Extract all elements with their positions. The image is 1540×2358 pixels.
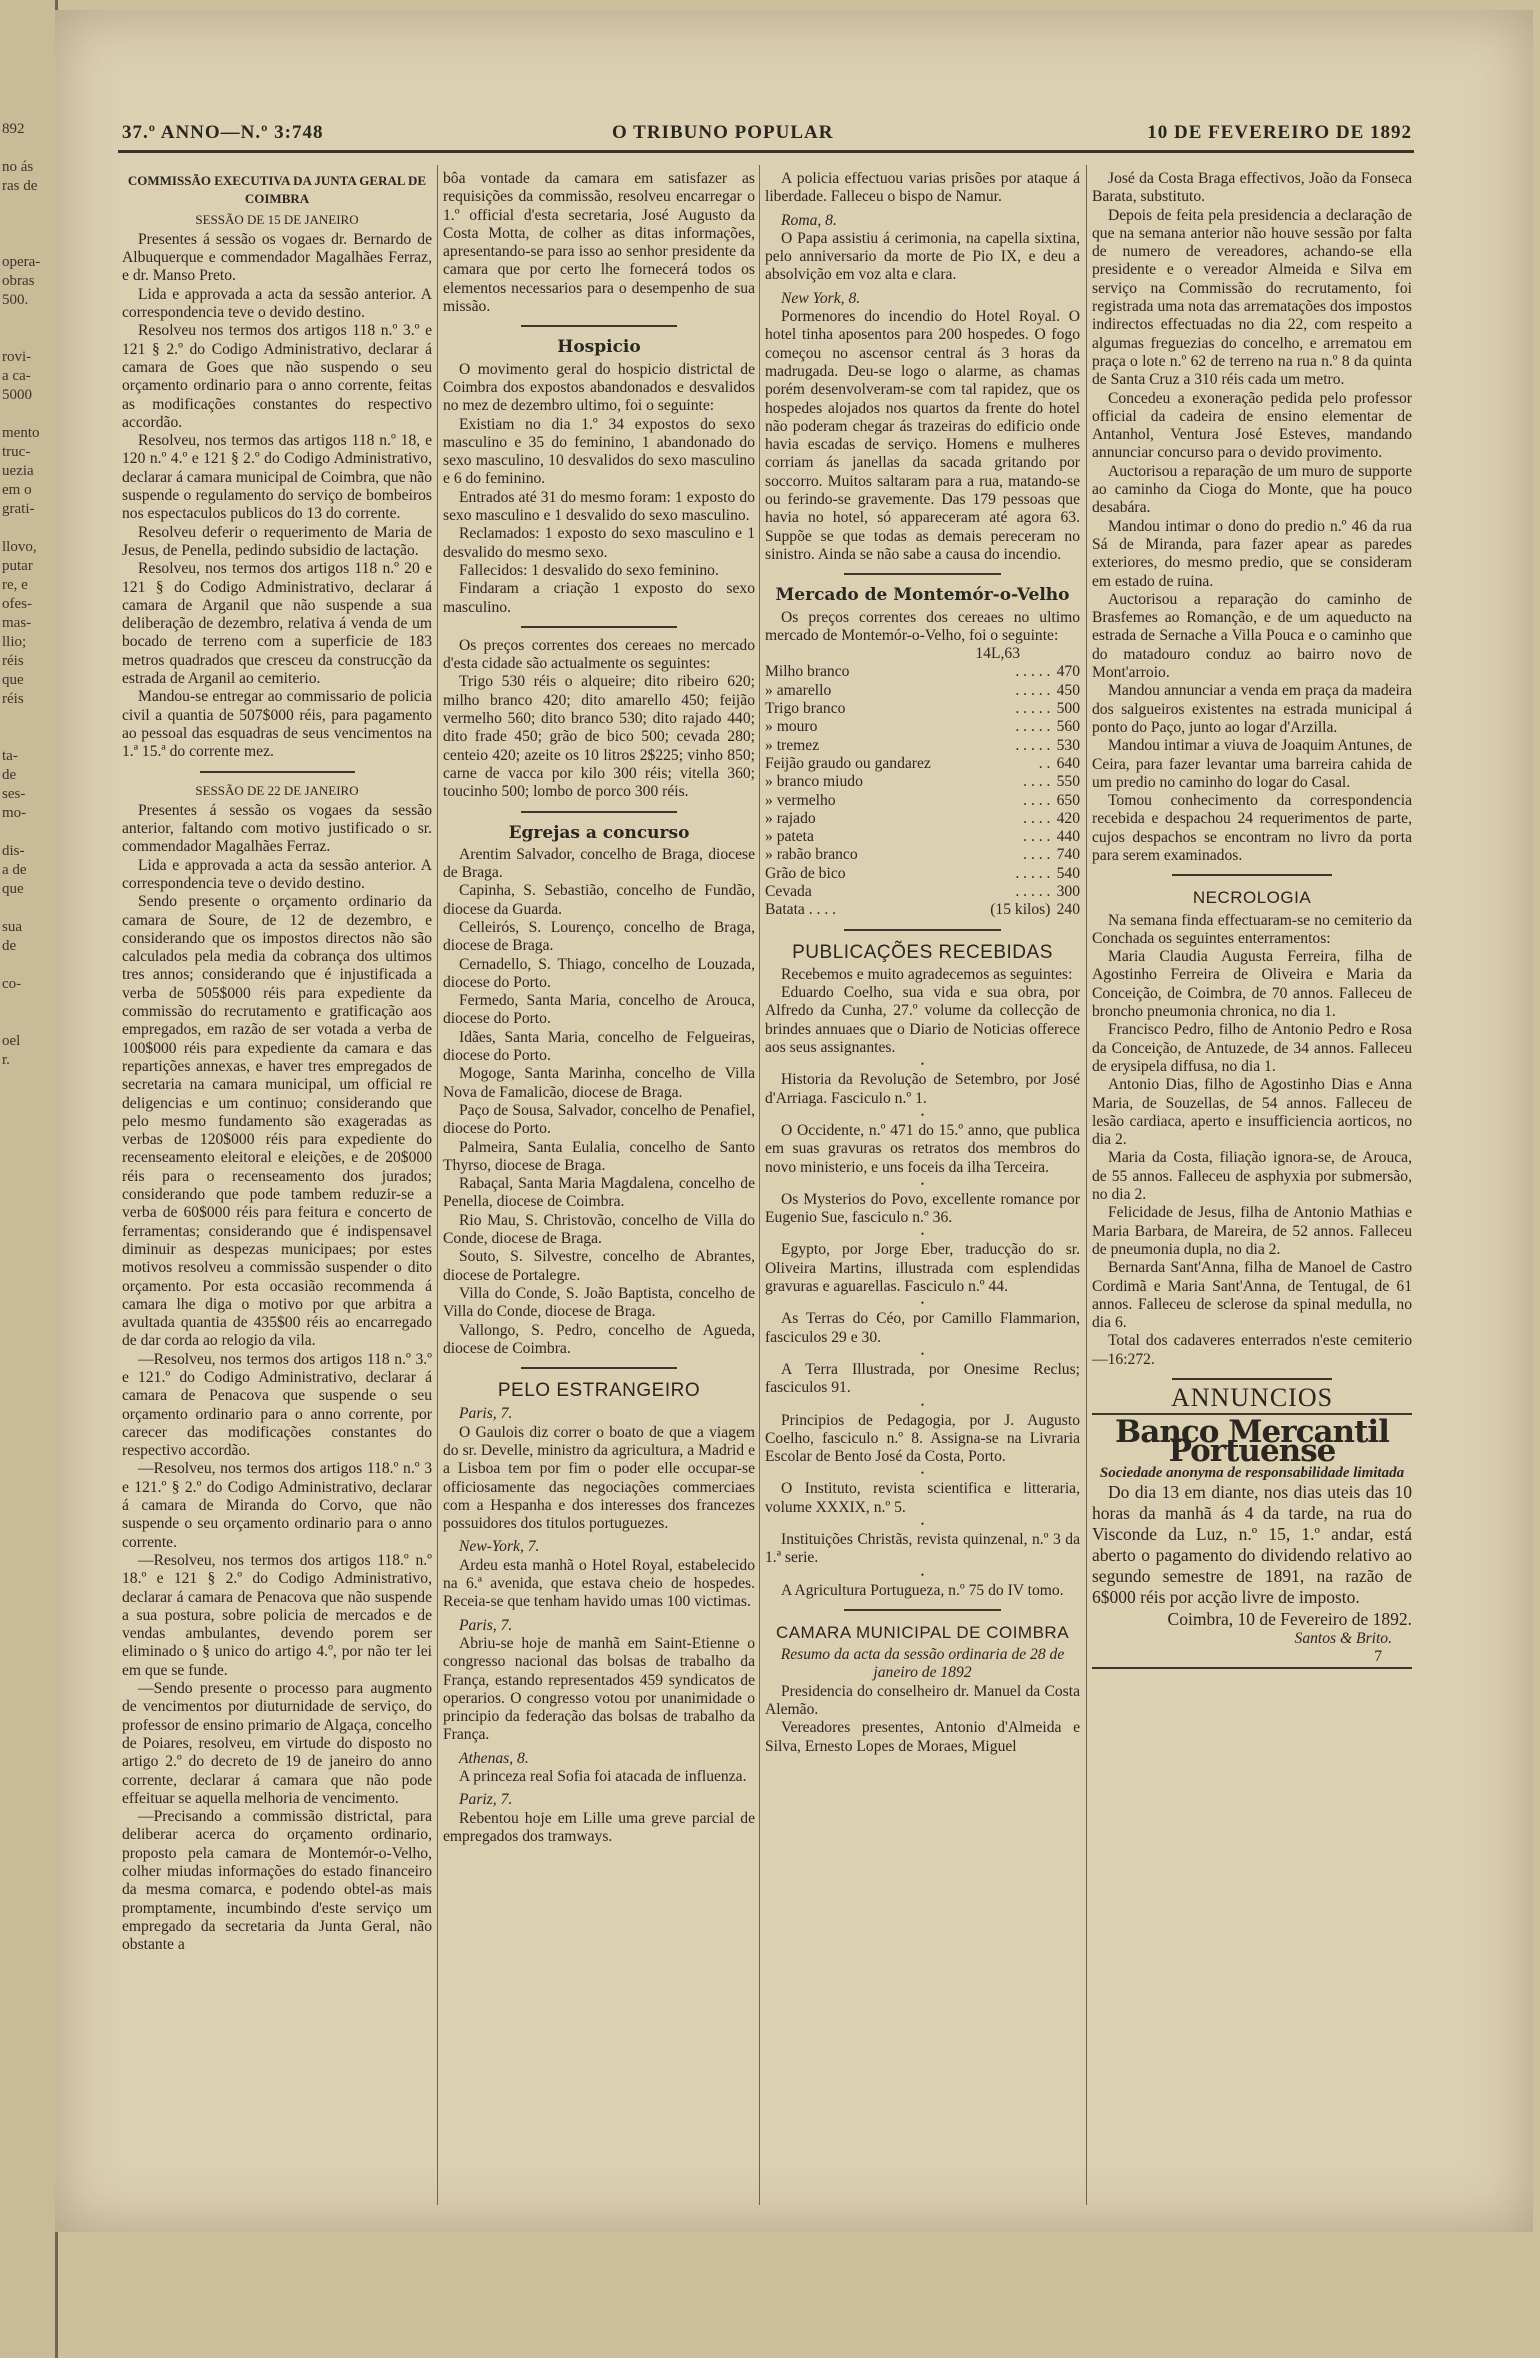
paragraph: Depois de feita pela presidencia a declaração de que na semana anterior não houve sessão por falta de numero de vereadores, achando-se ella presidente e o vereador Almeida e Silva em serviço na Commissão do recrutamento, foi registrada uma nota das arrematações dos impostos indirectos effectuadas no dia 22, com respeito a algumas freguezias do concelho, e arrematou em praça o lote n.º 62 de terreno na rua n.º 8 da quinta de Santa Cruz a 310 réis cada um metro. [1092, 206, 1412, 389]
price-dots: . . . . [1023, 809, 1051, 827]
heading-mercado: Mercado de Montemór-o-Velho [775, 585, 1070, 606]
paragraph: Auctorisou a reparação do caminho de Brasfemes ao Romanção, e de um aqueducto na estrada de Sernache a Villa Pouca e o caminho que do matadouro conduz ao bairro novo de Mont'arroio. [1092, 590, 1412, 682]
strip-text [0, 196, 55, 215]
subheading: Resumo da acta da sessão ordinaria de 28 de janeiro de 1892 [780, 1646, 1065, 1682]
paragraph: Recebemos e muito agradecemos as seguintes: [781, 965, 1073, 983]
strip-text: opera- [2, 254, 41, 270]
publication-item: O Instituto, revista scientifica e litteraria, volume XXXIX, n.º 5. [765, 1480, 1080, 1516]
news-text: Pormenores do incendio do Hotel Royal. O hotel tinha aposentos para 200 hospedes. O fogo começou no ascensor central ás 3 horas da madrugada. Deu-se logo o alarme, as chamas porém desenvolveram-se com tal rapidez, que os hospedes alojados nos quartos da frente do hotel não poderam chegar ás trazeiras do edificio onde havia escadas de serviço. Homens e mulheres corriam ás janellas da sacada gritando por soccorro. Muitos saltaram para a rua, matando-se ou ferindo-se gravemente. Das 179 pessoas que havia no hotel, só appareceram até agora 63. Suppõe se que todas as demais pereceram no sinistro. Ainda se não sabe a causa do incendio. [765, 308, 1080, 563]
paragraph: —Resolveu, nos termos dos artigos 118.º n.º 18.º e 121 § 2.º do Codigo Administrativo, declarar á camara de Penacova que não suspende a sua postura, sobre policia de mercados e de vendas ambulantes, devendo porem ser eliminado o § unico do artigo 4.º, por não ter lei em que se funde. [122, 1551, 432, 1679]
news-text: O Gaulois diz correr o boato de que a viagem do sr. Develle, ministro da agricultura, a Madrid e a Lisboa tem por fim o poder elle occupar-se officiosamente das negociações commerciaes com a Hespanha e dos interesses dos francezes possuidores dos titulos portuguezes. [443, 1423, 755, 1533]
heading-annuncios: ANNUNCIOS [1170, 1383, 1334, 1412]
price-value: 240 [1056, 901, 1080, 919]
strip-text [0, 956, 55, 975]
strip-text: rovi- [2, 349, 32, 365]
heading-estrangeiro: PELO ESTRANGEIRO [497, 1380, 701, 1402]
strip-text [0, 329, 55, 348]
price-unit: 14L,63 [975, 645, 1020, 663]
publication-item: Os Mysterios do Povo, excellente romance por Eugenio Sue, fasciculo n.º 36. [765, 1190, 1080, 1227]
section-title: COMMISSÃO EXECUTIVA DA JUNTA GERAL DE COIMBRA [127, 173, 427, 207]
strip-text: sua [2, 919, 22, 935]
paragraph: Auctorisou a reparação de um muro de supporte ao caminho da Cioga do Monte, que ha pouco desabára. [1092, 462, 1412, 517]
news-dateline: Roma, 8. [781, 211, 837, 229]
paragraph: Existiam no dia 1.º 34 expostos do sexo masculino e 35 do feminino, 1 abandonado do sexo masculino, 10 desvalidos do sexo masculino e 6 do feminino. [443, 415, 755, 488]
price-row [765, 700, 1080, 718]
separator [122, 766, 432, 778]
price-value: 650 [1056, 791, 1080, 809]
paragraph: Mandou-se entregar ao commissario de policia civil a quantia de 507$000 réis, para pagamento ao pessoal das esquadras de seus vencimentos na 1.ª 15.ª do corrente mez. [122, 688, 432, 761]
price-dots: . . [1038, 754, 1051, 772]
heading-egrejas: Egrejas a concurso [508, 822, 690, 843]
paragraph: Lida e approvada a acta da sessão anterior. A correspondencia teve o devido destino. [122, 856, 432, 892]
church-item: Villa do Conde, S. João Baptista, concelho de Villa do Conde, diocese de Braga. [443, 1284, 755, 1321]
obituary-item: Bernarda Sant'Anna, filha de Manoel de Castro Cordimã e Maria Sant'Anna, de Tentugal, de 61 annos. Falleceu de sclerose da spinal medulla, no dia 6. [1092, 1259, 1412, 1332]
price-value: 470 [1056, 663, 1080, 681]
strip-text: obras [2, 273, 35, 289]
price-dots: . . . . [1023, 773, 1051, 791]
publication-item: As Terras do Céo, por Camillo Flammarion, fasciculos 29 e 30. [765, 1310, 1080, 1346]
paragraph: Os preços correntes dos cereaes no mercado d'esta cidade são actualmente os seguintes: [443, 636, 755, 673]
strip-text: que [2, 881, 24, 897]
strip-text: 500. [2, 292, 29, 308]
paragraph: Lida e approvada a acta da sessão anterior. A correspondencia teve o devido destino. [122, 285, 432, 322]
price-value: 560 [1056, 718, 1080, 736]
strip-text: que [2, 672, 24, 688]
paragraph: Mandou annunciar a venda em praça da madeira dos salgueiros existentes na estrada municipal á ponto do Paço, junto ao logar d'Arzilla. [1092, 682, 1412, 736]
news-dateline: New-York, 7. [459, 1538, 540, 1556]
session-heading: SESSÃO DE 22 DE JANEIRO [195, 782, 359, 798]
church-item: Vallongo, S. Pedro, concelho de Agueda, diocese de Coimbra. [443, 1321, 755, 1357]
heading-necrologia: NECROLOGIA [1192, 888, 1312, 908]
strip-text: truc- [2, 444, 31, 460]
obituary-item: Maria da Costa, filiação ignora-se, de Arouca, de 55 annos. Falleceu de asphyxia por submersão, no dia 2. [1092, 1149, 1412, 1204]
church-item: Celleirós, S. Lourenço, concelho de Braga, diocese de Braga. [443, 918, 755, 955]
price-table [765, 663, 1080, 919]
church-item: Capinha, S. Sebastião, concelho de Fundão, diocese da Guarda. [443, 882, 755, 918]
session-heading: SESSÃO DE 15 DE JANEIRO [195, 211, 359, 227]
column-2 [443, 170, 755, 1846]
strip-text: re, e [2, 577, 28, 593]
strip-text: mas- [2, 615, 32, 631]
church-item: Mogoge, Santa Marinha, concelho de Villa Nova de Famalicão, diocese de Braga. [443, 1065, 755, 1101]
church-item: Palmeira, Santa Eulalia, concelho de Santo Thyrso, diocese de Braga. [443, 1138, 755, 1174]
price-value: 500 [1056, 700, 1080, 718]
paragraph: Tomou conhecimento da correspondencia recebida e despachou 24 requerimentos de parte, cujos despachos se encontram no livro da porta para serem examinados. [1092, 792, 1412, 864]
paragraph: bôa vontade da camara em satisfazer as requisições da commissão, resolveu encarregar o 1.º official d'esta secretaria, José Augusto da Costa Motta, de colher as ditas informações, apresentando-se para isso ao senhor presidente da camara que por certo lhe fornecerá todos os elementos necessarios para o desempenho de sua missão. [443, 170, 755, 316]
advert-text: Do dia 13 em diante, nos dias uteis das 10 horas da manhã ás 4 da tarde, na rua do Visconde da Luz, n.º 15, 1.º andar, está aberto o pagamento do dividendo relativo ao segundo semestre de 1891, na razão de 6$000 réis por acção livre de imposto. [1092, 1482, 1412, 1608]
bullet-separator: • [920, 1399, 925, 1410]
paragraph: Findaram a criação 1 exposto do sexo masculino. [443, 580, 755, 616]
separator [765, 1604, 1080, 1616]
column-4 [1092, 170, 1412, 1675]
advert-box [1092, 1413, 1412, 1668]
paragraph: —Resolveu, nos termos dos artigos 118 n.º 3.º e 121.º do Codigo Administrativo, declarar á camara de Penacova que suspende o seu orçamento ordinario para o anno corrente, por carecer das modificações constantes do respectivo accordão. [122, 1350, 432, 1460]
publication-item: Historia da Revolução de Setembro, por José d'Arriaga. Fasciculo n.º 1. [765, 1071, 1080, 1107]
heading-publicacoes: PUBLICAÇÕES RECEBIDAS [792, 941, 1053, 963]
obituary-item: Total dos cadaveres enterrados n'este cemiterio—16:272. [1092, 1332, 1412, 1368]
price-dots: . . . . [1023, 791, 1051, 809]
price-value: 640 [1056, 754, 1080, 772]
strip-text: grati- [2, 501, 35, 517]
price-row [765, 663, 1080, 681]
paragraph: Concedeu a exoneração pedida pelo professor official da cadeira de ensino elementar de Antanhol, Ventura José Esteves, mandando annunciar concurso para o devido provimento. [1092, 389, 1412, 462]
price-item: » pateta [765, 828, 814, 846]
price-row [765, 901, 1080, 919]
price-row [765, 810, 1080, 828]
price-item: Feijão graudo ou gandarez [765, 754, 931, 772]
strip-text: ofes- [2, 596, 32, 612]
publication-item: Eduardo Coelho, sua vida e sua obra, por Alfredo da Cunha, 27.º volume da collecção de brindes annuaes que o Diario de Noticias offerece aos seus assignantes. [765, 984, 1080, 1057]
paragraph: A policia effectuou varias prisões por ataque á liberdade. Falleceu o bispo de Namur. [765, 170, 1080, 206]
adjacent-page-strip [0, 0, 58, 2358]
church-item: Fermedo, Santa Maria, concelho de Arouca, diocese do Porto. [443, 992, 755, 1028]
paragraph: Mandou intimar o dono do predio n.º 46 da rua Sá de Miranda, para fazer apear as paredes exteriores, do mesmo predio, que se consideram em estado de ruina. [1092, 517, 1412, 590]
price-item: » rabão branco [765, 846, 858, 864]
strip-text: de [2, 938, 17, 954]
news-text: Rebentou hoje em Lille uma greve parcial de empregados dos tramways. [443, 1809, 755, 1845]
price-dots: . . . . [1023, 846, 1051, 864]
masthead [122, 122, 1412, 152]
paragraph: Resolveu nos termos dos artigos 118 n.º 3.º e 121 § 2.º do Codigo Administrativo, declarar á camara de Goes que não suspendo o seu orçamento ordinario para o anno corrente, feitas as modificações constantes do respectivo accordão. [122, 322, 432, 431]
price-value: 450 [1056, 681, 1080, 699]
strip-text: mo- [2, 805, 27, 821]
church-item: Cernadello, S. Thiago, concelho de Louzada, diocese do Porto. [443, 955, 755, 991]
news-dateline: Paris, 7. [459, 1405, 513, 1423]
price-item: Grão de bico [765, 864, 846, 882]
strip-text: dis- [2, 843, 25, 859]
paragraph: Fallecidos: 1 desvalido do sexo feminino. [459, 561, 719, 579]
issue-date: 10 DE FEVEREIRO DE 1892 [1147, 122, 1412, 143]
advert-signature: Santos & Brito. [1294, 1630, 1392, 1648]
paragraph: Presidencia do conselheiro dr. Manuel da Costa Alemão. [765, 1682, 1080, 1719]
strip-text: r. [2, 1052, 10, 1068]
bullet-separator: • [920, 1229, 925, 1240]
strip-text: co- [2, 976, 22, 992]
bullet-separator: • [920, 1569, 925, 1580]
price-value: 420 [1056, 809, 1080, 827]
separator [1092, 1373, 1412, 1385]
paragraph: Resolveu deferir o requerimento de Maria de Jesus, de Penella, pedindo subsidio de lactação. [122, 523, 432, 559]
bank-subtitle: Sociedade anonyma de responsabilidade limitada [1099, 1464, 1405, 1481]
bank-name: Banco Mercantil Portuense [1115, 1414, 1389, 1469]
church-item: Rio Mau, S. Christovão, concelho de Villa do Conde, diocese de Braga. [443, 1211, 755, 1248]
strip-text [0, 139, 55, 158]
strip-text: a de [2, 862, 27, 878]
strip-text: réis [2, 653, 24, 669]
news-dateline: Paris, 7. [459, 1616, 513, 1634]
bullet-separator: • [920, 1109, 925, 1120]
column-rule [437, 165, 438, 2205]
obituary-item: Maria Claudia Augusta Ferreira, filha de Agostinho Ferreira de Oliveira e Maria da Conceição, de Coimbra, de 70 annos. Falleceu de broncho pneumonia chronica, no dia 1. [1092, 948, 1412, 1021]
price-row [765, 682, 1080, 700]
paragraph: Mandou intimar a viuva de Joaquim Antunes, de Ceira, para fazer levantar uma barreira cahida de um predio no caminho do logar do Casal. [1092, 737, 1412, 791]
newspaper-title: O TRIBUNO POPULAR [612, 122, 834, 143]
price-value: 550 [1056, 773, 1080, 791]
strip-text [0, 519, 55, 538]
publication-item: Egypto, por Jorge Eber, traducção do sr. Oliveira Martins, illustrada com esplendidas gravuras e aguarellas. Fasciculo n.º 44. [765, 1241, 1080, 1296]
price-value: 540 [1056, 864, 1080, 882]
strip-text: 5000 [2, 387, 32, 403]
publication-item: Instituições Christãs, revista quinzenal, n.º 3 da 1.ª serie. [765, 1531, 1080, 1567]
price-row [765, 792, 1080, 810]
separator [1092, 869, 1412, 881]
publication-item: A Agricultura Portugueza, n.º 75 do IV tomo. [781, 1581, 1064, 1599]
strip-text: 892 [2, 121, 25, 137]
strip-text: réis [2, 691, 24, 707]
strip-text: no ás [2, 159, 34, 175]
church-item: Souto, S. Silvestre, concelho de Abrantes, diocese de Portalegre. [443, 1248, 755, 1284]
strip-text [0, 1013, 55, 1032]
news-text: A princeza real Sofia foi atacada de influenza. [459, 1768, 747, 1786]
strip-text: putar [2, 558, 33, 574]
price-row [765, 883, 1080, 901]
price-row [765, 773, 1080, 791]
paragraph: Resolveu, nos termos das artigos 118 n.º 18, e 120 n.º 4.º e 121 § 2.º do Codigo Administrativo, declarar á camara municipal de Coimbra, que não suspende o regulamento do serviço de bombeiros nos espectaculos publicos do 13 do corrente. [122, 432, 432, 523]
strip-text: a ca- [2, 368, 31, 384]
price-dots: . . . . . [1015, 663, 1051, 681]
news-dateline: Athenas, 8. [459, 1749, 529, 1767]
paragraph: Reclamados: 1 exposto do sexo masculino e 1 desvalido do mesmo sexo. [443, 525, 755, 561]
price-row [765, 737, 1080, 755]
price-row [765, 755, 1080, 773]
price-row [765, 865, 1080, 883]
strip-text: oel [2, 1033, 21, 1049]
price-item: Trigo branco [765, 700, 846, 718]
paragraph: Presentes á sessão os vogaes dr. Bernardo de Albuquerque e commendador Magalhães Ferraz, e dr. Manso Preto. [122, 230, 432, 285]
column-3 [765, 170, 1080, 1756]
advert-date: Coimbra, 10 de Fevereiro de 1892. [1167, 1609, 1412, 1630]
separator [765, 568, 1080, 580]
price-row [765, 718, 1080, 736]
bullet-separator: • [920, 1468, 925, 1479]
separator [443, 1362, 755, 1374]
heading-hospicio: Hospicio [557, 337, 641, 358]
paragraph: José da Costa Braga effectivos, João da Fonseca Barata, substituto. [1092, 170, 1412, 206]
price-dots: . . . . . [1015, 864, 1051, 882]
issue-number: 37.º ANNO—N.º 3:748 [122, 122, 324, 143]
price-value: 530 [1056, 736, 1080, 754]
news-text: O Papa assistiu á cerimonia, na capella sixtina, pelo anniversario da morte de Pio IX, e deu a absolvição em voz alta e clara. [765, 229, 1080, 284]
publication-item: Principios de Pedagogia, por J. Augusto Coelho, fasciculo n.º 8. Assigna-se na Livraria Escolar de Bento José da Costa, Porto. [765, 1411, 1080, 1466]
advert-number: 7 [1374, 1648, 1382, 1666]
column-rule [759, 165, 760, 2205]
strip-text [0, 899, 55, 918]
strip-text [0, 709, 55, 728]
paragraph: —Precisando a commissão districtal, para deliberar acerca do orçamento ordinario, proposto pela camara de Montemór-o-Velho, colher miudas informações do estado financeiro da mesma comarca, e podendo obtel-as mais promptamente, incumbindo d'este serviço um empregado da secretaria da Junta Geral, não obstante a [122, 1808, 432, 1954]
paragraph: —Sendo presente o processo para augmento de vencimentos por diuturnidade de serviço, do professor de ensino primario de Algaça, concelho de Poiares, resolveu, em virtude do disposto no artigo 2.º do decreto de 19 de janeiro do anno corrente, declarar á camara que não pode effeituar se aquella melhoria de vencimento. [122, 1680, 432, 1807]
publication-item: A Terra Illustrada, por Onesime Reclus; fasciculos 91. [765, 1360, 1080, 1397]
paragraph: Presentes á sessão os vogaes da sessão anterior, faltando com motivo justificado o sr. commendador Magalhães Ferraz. [122, 801, 432, 856]
church-item: Rabaçal, Santa Maria Magdalena, concelho de Penella, diocese de Coimbra. [443, 1175, 755, 1211]
price-row [765, 846, 1080, 864]
price-dots: . . . . . [1015, 700, 1051, 718]
strip-text: de [2, 767, 17, 783]
publication-item: O Occidente, n.º 471 do 15.º anno, que publica em suas gravuras os retratos dos membros do novo ministerio, e uns foceis da ilha Terceira. [765, 1121, 1080, 1176]
price-dots: (15 kilos) [990, 901, 1051, 919]
strip-text [0, 728, 55, 747]
price-item: » rajado [765, 809, 816, 827]
price-item: » tremez [765, 736, 820, 754]
price-item: Batata . . . . [765, 901, 837, 919]
paragraph: Os preços correntes dos cereaes no ultimo mercado de Montemór-o-Velho, foi o seguinte: [765, 608, 1080, 644]
strip-text [0, 405, 55, 424]
news-dateline: New York, 8. [781, 289, 861, 307]
strip-text: ta- [2, 748, 18, 764]
separator [443, 320, 755, 332]
bullet-separator: • [920, 1059, 925, 1070]
price-dots: . . . . . [1015, 681, 1051, 699]
strip-text [0, 310, 55, 329]
obituary-item: Felicidade de Jesus, filha de Antonio Mathias e Maria Barbara, de Mareira, de 52 annos. Falleceu de pneumonia dupla, no dia 2. [1092, 1204, 1412, 1258]
price-dots: . . . . [1023, 828, 1051, 846]
paragraph: Trigo 530 réis o alqueire; dito ribeiro 620; milho branco 420; dito amarello 450; feijão vermelho 560; dito branco 530; dito rajado 440; dito frade 450; grão de bico 500; cevada 280; centeio 420; azeite os 10 litros 2$225; vinho 850; carne de vacca por kilo 300 réis; vitella 360; toucinho 500; lombo de porco 300 réis. [443, 673, 755, 801]
paragraph: —Resolveu, nos termos dos artigos 118.º n.º 3 e 121.º § 2.º do Codigo Administrativo, declarar á camara de Miranda do Corvo, que não suspende o seu orçamento ordinario para o anno corrente. [122, 1460, 432, 1551]
church-item: Paço de Sousa, Salvador, concelho de Penafiel, diocese do Porto. [443, 1101, 755, 1138]
strip-text: llio; [2, 634, 27, 650]
strip-text [0, 823, 55, 842]
price-value: 300 [1056, 882, 1080, 900]
news-text: Abriu-se hoje de manhã em Saint-Etienne o congresso nacional das bolsas de trabalho da França, estando representados 459 syndicatos de operarios. O congresso votou por unanimidade o principio da federação das bolsas de trabalho da França. [443, 1634, 755, 1744]
paragraph: Resolveu, nos termos dos artigos 118 n.º 20 e 121 § do Codigo Administrativo, declarar á camara de Arganil que não suspende a sua deliberação de dezembro, relativa á venda de um bocado de terreno com a superficie de 183 metros quadrados que cresceu da construcção da estrada de Arganil ao cemiterio. [122, 560, 432, 688]
paragraph: O movimento geral do hospicio districtal de Coimbra dos expostos abandonados e desvalidos no mez de dezembro ultimo, foi o seguinte: [443, 360, 755, 415]
strip-text: uezia [2, 463, 34, 479]
price-item: Milho branco [765, 663, 850, 681]
church-item: Arentim Salvador, concelho de Braga, diocese de Braga. [443, 845, 755, 882]
column-rule [1086, 165, 1087, 2205]
price-row [765, 828, 1080, 846]
strip-text: ras de [2, 178, 38, 194]
obituary-item: Antonio Dias, filho de Agostinho Dias e Anna Maria, de Souzellas, de 54 annos. Falleceu de lesão cardiaca, aperto e insufficiencia aorticos, no dia 2. [1092, 1076, 1412, 1149]
strip-text: em o [2, 482, 32, 498]
bullet-separator: • [920, 1178, 925, 1189]
bullet-separator: • [920, 1298, 925, 1309]
church-item: Idães, Santa Maria, concelho de Felgueiras, diocese do Porto. [443, 1028, 755, 1065]
strip-text: ses- [2, 786, 26, 802]
news-dateline: Pariz, 7. [459, 1791, 513, 1809]
bullet-separator: • [920, 1519, 925, 1529]
price-item: » branco miudo [765, 773, 863, 791]
price-value: 440 [1056, 828, 1080, 846]
price-dots: . . . . . [1015, 736, 1051, 754]
strip-text [0, 234, 55, 253]
masthead-rule [118, 150, 1414, 153]
strip-text [0, 994, 55, 1013]
obituary-item: Francisco Pedro, filho de Antonio Pedro e Rosa da Conceição, de Antuzede, de 34 annos. Falleceu de erysipela diffusa, no dia 1. [1092, 1021, 1412, 1075]
paragraph: Na semana finda effectuaram-se no cemiterio da Conchada os seguintes enterramentos: [1092, 911, 1412, 947]
heading-camara: CAMARA MUNICIPAL DE COIMBRA [775, 1622, 1070, 1642]
strip-text [0, 215, 55, 234]
paragraph: Sendo presente o orçamento ordinario da camara de Soure, de 12 de dezembro, e considerando que os impostos directos não são calculados pela media da cobrança dos ultimos tres annos; considerando que é injustificada a verba de 505$000 réis para expediente da commissão do recrutamento e gratificação aos empregados, em razão de ser votada a verba de 100$000 réis para expediente da camara e das repartições annexas, e haver tres empregados de secretaria na camara municipal, um official re deligencias e um continuo; considerando que pelo mesmo fundamento são exageradas as verbas de 120$000 réis para expediente do recenseamento eleitoral e eleições, e de 20$000 réis para o recenseamento dos jurados; considerando que pode tambem reduzir-se a verba de 60$000 réis para feitura e concerto de ferramentas; considerando que é indispensavel diminuir as despezas municipaes; por estes motivos resolveu a commissão suspender o dito orçamento. Por esta occasião recommenda á camara lhe diga o motivo por que arbitra a avultada quantia de 435$00 réis ao encarregado de dar corda ao relogio da vila. [122, 893, 432, 1350]
separator [443, 621, 755, 633]
price-item: » mouro [765, 718, 818, 736]
price-item: » vermelho [765, 791, 836, 809]
price-value: 740 [1056, 846, 1080, 864]
bullet-separator: • [920, 1348, 925, 1359]
separator [765, 924, 1080, 936]
paragraph: Vereadores presentes, Antonio d'Almeida e Silva, Ernesto Lopes de Moraes, Miguel [765, 1719, 1080, 1755]
column-1 [122, 170, 432, 1955]
news-text: Ardeu esta manhã o Hotel Royal, estabelecido na 6.ª avenida, que estava cheio de hospedes. Receia-se que tenham havido umas 100 victimas. [443, 1556, 755, 1611]
price-dots: . . . . . [1015, 882, 1051, 900]
strip-text: mento [2, 425, 40, 441]
separator [443, 806, 755, 818]
price-dots: . . . . . [1015, 718, 1051, 736]
price-item: Cevada [765, 882, 812, 900]
price-item: » amarello [765, 681, 832, 699]
strip-text: llovo, [2, 539, 37, 555]
paragraph: Entrados até 31 do mesmo foram: 1 exposto do sexo masculino e 1 desvalido do sexo masculino. [443, 488, 755, 525]
